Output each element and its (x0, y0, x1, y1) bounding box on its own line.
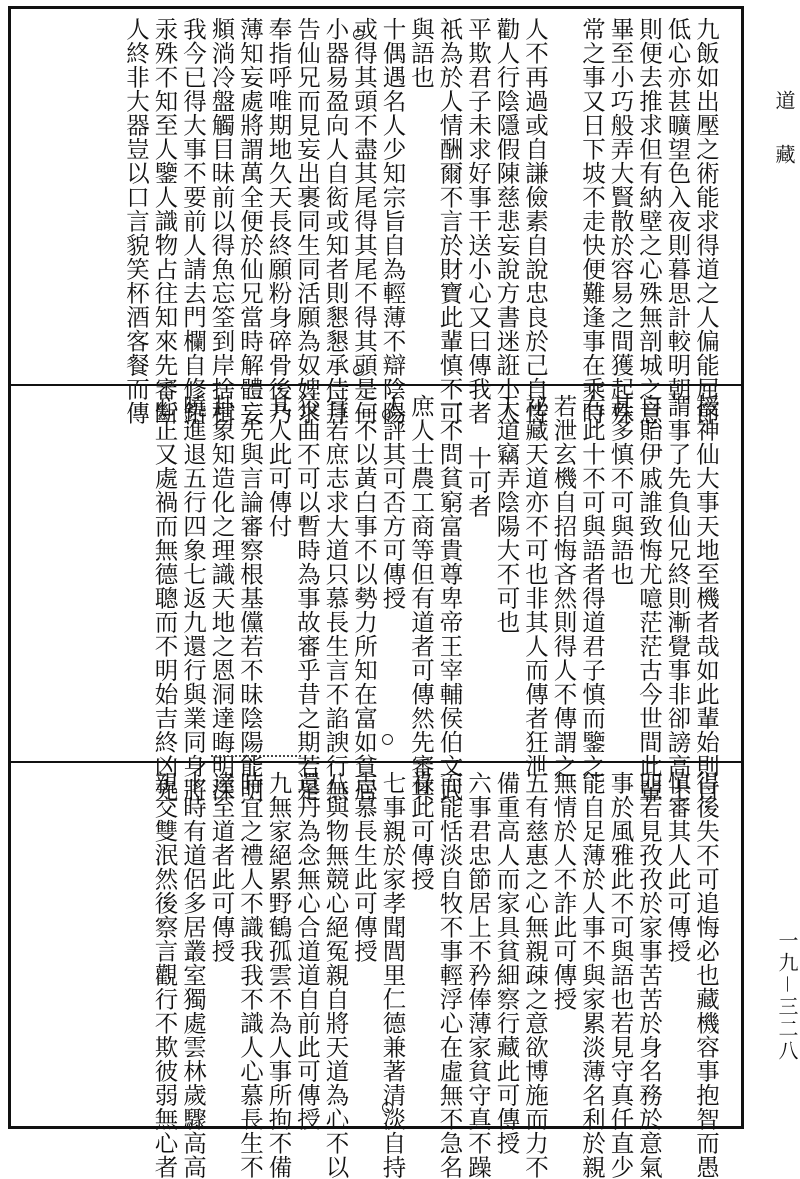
text-column: 九飯如出壓之術能求得道之人偏能屈節 (692, 17, 720, 425)
text-column: 十偶遇名人少知宗旨自為輕薄不辯陰陽 (378, 17, 407, 425)
book-title: 道藏 (772, 90, 796, 198)
text-column: 無情於人不詐此可傳授 (549, 771, 578, 1011)
text-column: 祿此可傳授 (407, 771, 435, 891)
text-column: 七事親於家孝聞閭里仁德兼著清淡自持 (378, 771, 407, 1179)
text-column: 謂事了先負仙兄終則漸覺事非卻謗高士 (663, 394, 692, 802)
text-column: 薄知妄處將謂萬全便於仙兄當時解體妄 (236, 17, 264, 425)
text-column: 祕藏天道亦不可也非其人而傳者狂泄 (521, 394, 549, 778)
text-column: 頫淌冷盤觸目昧前以得魚忘筌到岸捨楫 (207, 17, 236, 425)
text-column: 庶人士農工商等但有道者可傳然先審其 (407, 394, 435, 802)
text-column: 自貽伊戚誰致悔尤噫茫茫古今世間此輩 (635, 394, 663, 802)
section-marker-circle (353, 365, 364, 376)
text-column: 九無家絕累野鶴孤雲不為人事所拘不備 (264, 771, 293, 1179)
text-column: 小器易盈向人自衒或知者則懇懇承侍拜 (321, 17, 350, 425)
text-column: 卦象知造化之理識天地之恩洞達晦明深 (207, 394, 236, 802)
text-column: 十時有道侶多居叢室獨處雲林歲驟高高 (179, 771, 207, 1179)
text-column: 或得其頭不盡其尾得其尾不得其頭是何 (350, 17, 378, 425)
text-column: 能自足薄於人事不與家累淡薄名利於親 (578, 771, 606, 1179)
text-column: 天道竊弄陰陽大不可也 (492, 394, 521, 634)
dotted-rule (211, 755, 301, 757)
text-column: 而能恬淡自牧不事輕浮心在虛無不急名 (435, 771, 464, 1179)
text-column: 一不問貧窮富貴尊卑帝王宰輔侯伯文武 (435, 394, 464, 802)
text-column: 我今已得大事不要前人請去門欄自修鉛 (179, 17, 207, 425)
text-column: 畢至小巧般弄大賢散於容易之間獲起殊 (606, 17, 635, 425)
section-marker-circle (382, 409, 393, 420)
page-number: 一九－三二八 (775, 930, 799, 1062)
text-column: 則便去推求但有納壁之心殊無剖城之意 (635, 17, 663, 425)
text-register-middle (11, 386, 741, 802)
text-column: 五有慈惠之心無親疎之意欲博施而力不 (521, 771, 549, 1179)
text-column: 告仙兄而見妄出裹同生同活願為奴婢求 (293, 17, 321, 425)
text-column: 官若庶志求大道只慕長生言不諂諛行無 (321, 394, 350, 802)
text-column: 備重高人而家具貧細察行藏此可傳授 (492, 771, 521, 1155)
text-column: 時宜之禮人不識我我不識人心慕長生不 (236, 771, 264, 1179)
text-column: 八與物無競心絕冤親自將天道為心不以 (321, 771, 350, 1179)
section-marker-circle (382, 734, 393, 745)
text-column: 右此十不可與語者得道君子慎而鑒之 (578, 394, 606, 778)
text-column: 人評其可否方可傳授 (378, 394, 407, 610)
text-column: 事於風雅此不可與語也若見守真任直少 (606, 771, 635, 1179)
text-column: 曉進退五行四象七返九還行與業同身將 (179, 394, 207, 802)
text-column: 慎審其人此可傳授 (663, 771, 692, 963)
text-column: 甚多慎不可與語也 (606, 394, 635, 586)
text-column: 人不再過或自謙儉素自說忠良於己自恃 (521, 17, 549, 425)
text-register-bottom (11, 763, 741, 1179)
text-column: 低心亦甚曠望色入夜則暮思計較明朝 (663, 17, 692, 401)
text-column: 還丹為念無心合道道自前此可傳授 (293, 771, 321, 1131)
text-register-top (11, 9, 741, 425)
text-column: 四若見孜孜於家事苦苦於身名務於意氣 (635, 771, 663, 1179)
text-column: 其人此可傳付 (264, 394, 293, 538)
text-column: 人終非大器豈以口言貌笑杯酒客餐而傳 (122, 17, 150, 425)
text-column: 奉指呼唯期地久天長終願粉身碎骨後乃 (264, 17, 293, 425)
text-column: 六事君忠節居上不矜俸薄家貧守真不躁 (464, 771, 492, 1179)
page-frame (8, 6, 744, 1179)
text-column: 與語也 (407, 17, 435, 89)
text-column: 十可者 (464, 446, 492, 518)
text-column: 志慕長生此可傳授 (350, 771, 378, 963)
text-column: 勸人行陰隱假陳慈悲妄說方書迷誑小人 (492, 17, 521, 425)
text-column: 常之事又日下坡不走快便難逢事在乘時 (578, 17, 606, 425)
text-column: 祇為於人情酬爾不言於財寶此輩慎不可 (435, 17, 464, 425)
section-marker-circle (353, 29, 364, 40)
text-column: 狡曲不可以暫時為事故審乎昔之期若是 (293, 394, 321, 802)
text-column: 汞殊不知至人鑒人識物占往知來先審斷 (150, 17, 179, 425)
text-column: 平欺君子未求好事干送小心又曰傳我者 (464, 17, 492, 425)
text-column: 親交雙泯然後察言觀行不欺彼弱無心者 (150, 771, 179, 1179)
text-column: 授神仙大事天地至機者哉如此輩始則自 (692, 394, 720, 802)
text-column: 三先與言論審察根基儻若不昧陰陽能明 (236, 394, 264, 802)
text-column: 達至道者此可傳授 (207, 771, 236, 963)
text-column: 心正又處禍而無德聰而不明始吉終凶先 (150, 394, 179, 802)
section-marker-circle (382, 1102, 393, 1113)
text-column: 若泄玄機自招悔吝然則得人不傳謂之 (549, 394, 578, 778)
text-column: 二不以黃白事不以勢力所知在富如貧居 (350, 394, 378, 802)
text-column: 得後失不可追悔必也藏機容事抱智而愚 (692, 771, 720, 1179)
